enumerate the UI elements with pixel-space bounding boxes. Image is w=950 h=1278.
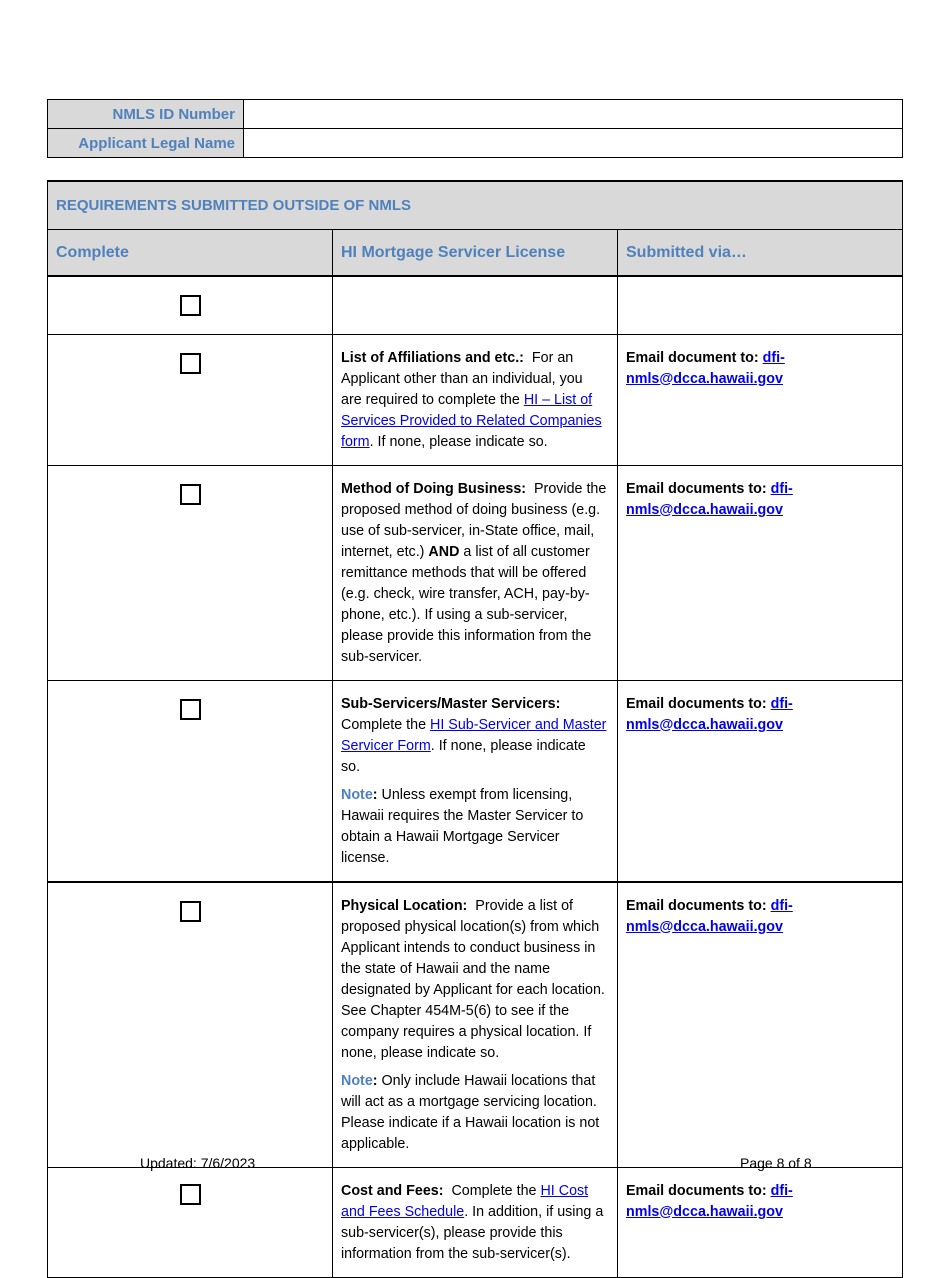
col-complete-header: Complete — [48, 230, 333, 277]
complete-checkbox[interactable] — [180, 295, 201, 316]
table-row — [48, 334, 903, 465]
submitted-via: Email documents to: dfi-nmls@dcca.hawaii.gov — [618, 465, 903, 680]
table-row — [48, 680, 903, 882]
sub-servicer-form-link[interactable]: HI Sub-Servicer and Master Servicer Form — [341, 716, 607, 754]
nmls-id-field[interactable] — [244, 100, 903, 129]
legal-name-row — [48, 129, 903, 158]
complete-checkbox[interactable] — [180, 484, 201, 505]
note-label: Note — [341, 786, 373, 803]
legal-name-label: Applicant Legal Name — [48, 129, 244, 158]
applicant-identity-table — [47, 99, 903, 158]
submitted-via: Email documents to: dfi-nmls@dcca.hawaii.gov — [618, 882, 903, 1168]
requirement-description: Cost and Fees: Complete the HI Cost and Fees Schedule. In addition, if using a sub-servicer(s), please provide this information from the sub-servicer(s). — [333, 1167, 618, 1277]
email-link[interactable]: dfi-nmls@dcca.hawaii.gov — [626, 897, 793, 935]
email-link[interactable]: dfi-nmls@dcca.hawaii.gov — [626, 349, 785, 387]
nmls-id-label: NMLS ID Number — [48, 100, 244, 129]
requirements-table — [47, 180, 903, 1278]
footer-page-number: Page 8 of 8 — [740, 1155, 812, 1171]
submitted-via: Email documents to: dfi-nmls@dcca.hawaii.gov — [618, 1167, 903, 1277]
note-label: Note — [341, 1072, 373, 1089]
requirement-description: Physical Location: Provide a list of proposed physical location(s) from which Applicant intends to conduct business in the state of Hawaii and the name designated by Applicant for each location. See Chapter 454M-5(6) to see if the company requires a physical location. If none, please indicate so. Note: Only include Hawaii locations that will act as a mortgage servicing location. Please indicate if a Hawaii location is not applicable. — [333, 882, 618, 1168]
section-title: REQUIREMENTS SUBMITTED OUTSIDE OF NMLS — [48, 181, 903, 230]
complete-checkbox[interactable] — [180, 353, 201, 374]
complete-checkbox[interactable] — [180, 1184, 201, 1205]
table-row — [48, 276, 903, 334]
table-row — [48, 465, 903, 680]
section-header-row — [48, 181, 903, 230]
cost-fees-link[interactable]: HI Cost and Fees Schedule — [341, 1182, 589, 1220]
col-license-header: HI Mortgage Servicer License — [333, 230, 618, 277]
footer-updated: Updated: 7/6/2023 — [140, 1155, 256, 1171]
email-link[interactable]: dfi-nmls@dcca.hawaii.gov — [626, 480, 793, 518]
affiliations-form-link[interactable]: HI – List of Services Provided to Related Companies form — [341, 391, 602, 450]
email-link[interactable]: dfi-nmls@dcca.hawaii.gov — [626, 695, 793, 733]
nmls-id-row — [48, 100, 903, 129]
email-link[interactable]: dfi-nmls@dcca.hawaii.gov — [626, 1182, 793, 1220]
submitted-via: Email document to: dfi-nmls@dcca.hawaii.gov — [618, 334, 903, 465]
col-submitted-header: Submitted via… — [618, 230, 903, 277]
requirement-description: Method of Doing Business: Provide the proposed method of doing business (e.g. use of sub-servicer, in-State office, mail, internet, etc.) AND a list of all customer remittance methods that will be offered (e.g. check, wire transfer, ACH, pay-by-phone, etc.). If using a sub-servicer, please provide this information from the sub-servicer. — [333, 465, 618, 680]
legal-name-field[interactable] — [244, 129, 903, 158]
submitted-via: Email documents to: dfi-nmls@dcca.hawaii.gov — [618, 680, 903, 882]
complete-checkbox[interactable] — [180, 901, 201, 922]
table-row — [48, 1167, 903, 1277]
table-row — [48, 882, 903, 1168]
requirement-description: List of Affiliations and etc.: For an Applicant other than an individual, you are required to complete the HI – List of Services Provided to Related Companies form. If none, please indicate so. — [333, 334, 618, 465]
requirement-description: Sub-Servicers/Master Servicers: Complete the HI Sub-Servicer and Master Servicer Form. If none, please indicate so. Note: Unless exempt from licensing, Hawaii requires the Master Servicer to obtain a Hawaii Mortgage Servicer license. — [333, 680, 618, 882]
column-header-row — [48, 230, 903, 277]
complete-checkbox[interactable] — [180, 699, 201, 720]
